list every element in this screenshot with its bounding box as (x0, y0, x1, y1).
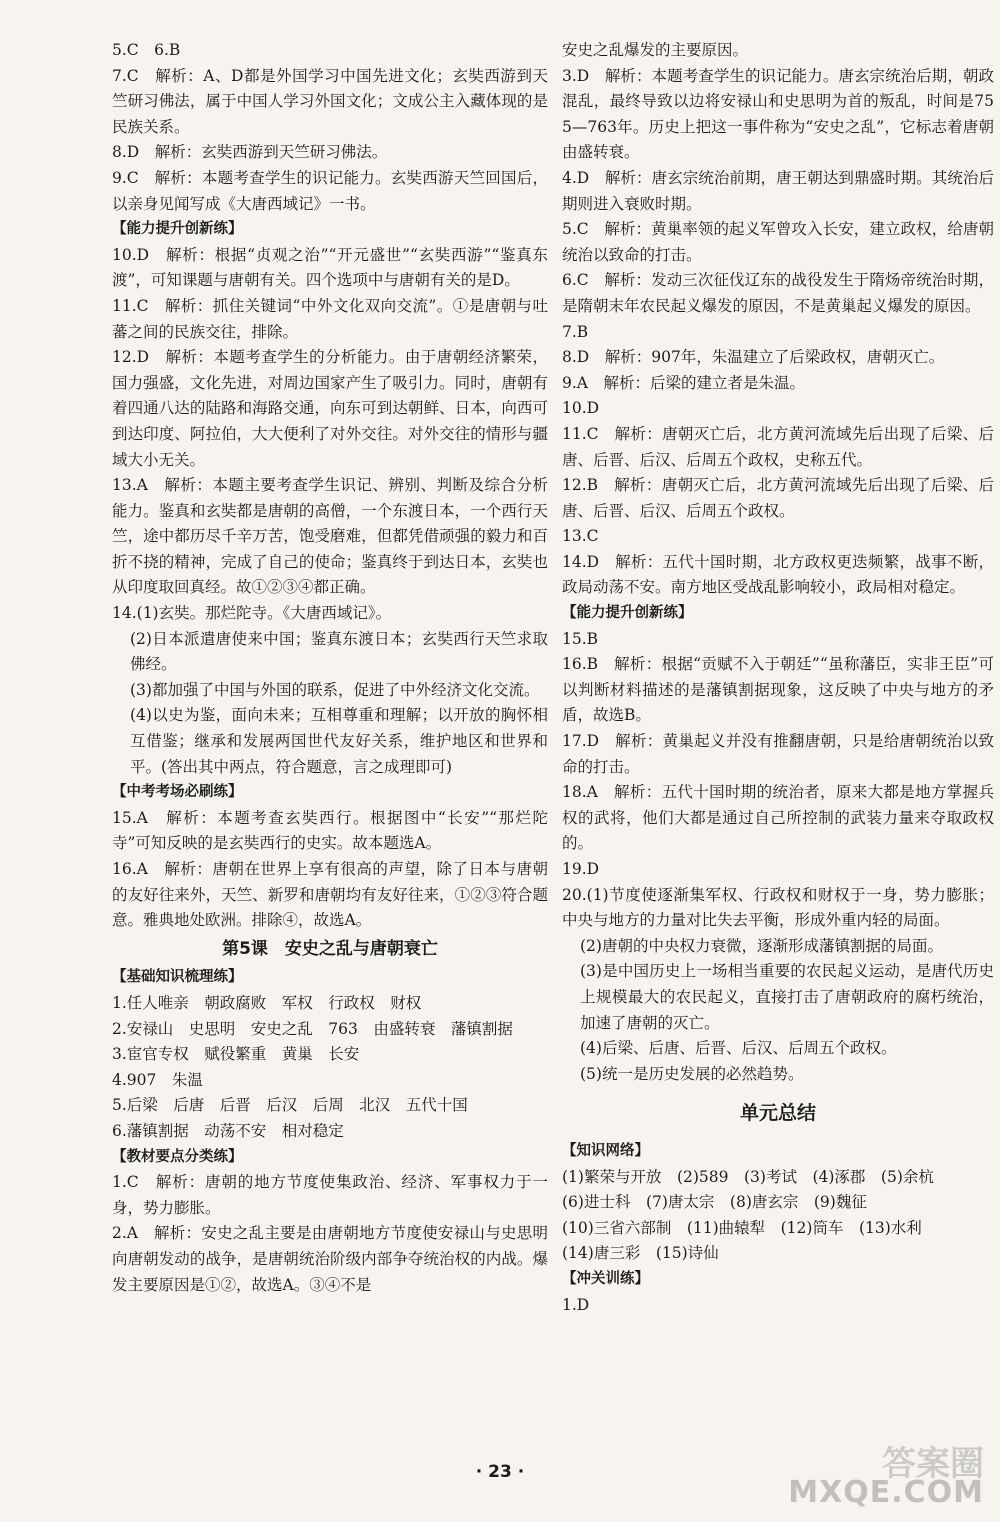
answer-subline: (2)唐朝的中央权力衰微，逐渐形成藩镇割据的局面。 (580, 936, 943, 955)
answer-line: (10)三省六部制 (11)曲辕犁 (12)筒车 (13)水利 (562, 1218, 922, 1237)
watermark (790, 1436, 990, 1514)
answer-line: 2.安禄山 史思明 安史之乱 763 由盛转衰 藩镇割据 (112, 1019, 513, 1038)
answer-line: (14)唐三彩 (15)诗仙 (562, 1244, 719, 1263)
answer-line: 1.C 解析：唐朝的地方节度使集政治、经济、军事权力于一身，势力膨胀。 (112, 1173, 548, 1217)
answer-line: 19.D (562, 860, 600, 878)
answer-line: 1.D (562, 1295, 590, 1314)
answer-line: 15.B (562, 629, 599, 648)
answer-line: 9.A 解析：后梁的建立者是朱温。 (562, 373, 805, 392)
answer-line: 12.D 解析：本题考查学生的分析能力。由于唐朝经济繁荣，国力强盛，文化先进，对周边国家产生了吸引力。同时，唐朝有着四通八达的陆路和海路交通，向东可到达朝鲜、日本，向西可到达印度、阿拉伯，大大便利了对外交往。对外交往的情形与疆域大小无关。 (112, 348, 548, 469)
answer-line: 10.D (562, 399, 600, 418)
answer-subline: (4)后梁、后唐、后晋、后汉、后周五个政权。 (580, 1039, 897, 1058)
answer-line: 5.后梁 后唐 后晋 后汉 后周 北汉 五代十国 (112, 1096, 468, 1115)
answer-line: 10.D 解析：根据“贞观之治”“开元盛世”“玄奘西游”“鉴真东渡”，可知课题与唐朝有关。四个选项中与唐朝有关的是D。 (112, 245, 548, 290)
watermark-text: MXQE.COM (788, 1475, 984, 1510)
answer-line: 7.B (562, 322, 589, 341)
answer-line: 3.宦官专权 赋役繁重 黄巢 长安 (112, 1045, 360, 1064)
page-number: · 23 · (475, 1462, 525, 1482)
answer-line: 11.C 解析：抓住关键词“中外文化双向交流”。①是唐朝与吐蕃之间的民族交往，排除。 (112, 296, 548, 341)
answer-line: 12.B 解析：唐朝灭亡后，北方黄河流域先后出现了后梁、后唐、后晋、后汉、后周五个政权。 (562, 476, 994, 520)
unit-title: 单元总结 (739, 1102, 816, 1125)
watermark-logo: 答案圈 (882, 1444, 984, 1484)
answer-line: 20.(1)节度使逐渐集军权、行政权和财权于一身，势力膨胀；中央与地方的力量对比失去平衡，形成外重内轻的局面。 (562, 885, 994, 930)
answer-line: 6.藩镇割据 动荡不安 相对稳定 (112, 1121, 344, 1140)
answer-line: (6)进士科 (7)唐太宗 (8)唐玄宗 (9)魏征 (562, 1193, 867, 1212)
answer-line: 1.任人唯亲 朝政腐败 军权 行政权 财权 (112, 993, 422, 1012)
section-header: 【能力提升创新练】 (112, 221, 243, 238)
answer-subline: (2)日本派遣唐使来中国；鉴真东渡日本；玄奘西行天竺求取佛经。 (130, 629, 548, 674)
answer-line: 8.D 解析：907年，朱温建立了后梁政权，唐朝灭亡。 (562, 348, 945, 367)
answer-line: 7.C 解析：A、D都是外国学习中国先进文化；玄奘西游到天竺研习佛法，属于中国人学习外国文化；文成公主入藏体现的是民族关系。 (112, 66, 548, 136)
left-column (112, 38, 548, 1298)
answer-line: 11.C 解析：唐朝灭亡后，北方黄河流域先后出现了后梁、后唐、后晋、后汉、后周五个政权，史称五代。 (562, 424, 994, 469)
answer-line: 5.C 6.B (112, 41, 181, 59)
answer-line: 安史之乱爆发的主要原因。 (562, 41, 749, 59)
answer-line: 17.D 解析：黄巢起义并没有推翻唐朝，只是给唐朝统治以致命的打击。 (562, 732, 994, 776)
answer-line: 4.907 朱温 (112, 1070, 203, 1089)
lesson-title: 第5课 安史之乱与唐朝衰亡 (222, 938, 438, 959)
answer-subline: (5)统一是历史发展的必然趋势。 (580, 1064, 804, 1083)
answer-line: 13.C (562, 527, 599, 546)
section-header: 【教材要点分类练】 (112, 1148, 243, 1165)
section-header: 【能力提升创新练】 (562, 605, 693, 622)
answer-subline: (4)以史为鉴，面向未来；互相尊重和理解；以开放的胸怀相互借鉴；继承和发展两国世代友好关系，维护地区和世界和平。(答出其中两点，符合题意，言之成理即可) (130, 706, 548, 776)
right-column (562, 38, 994, 1318)
answer-line: 14.(1)玄奘。那烂陀寺。《大唐西域记》。 (112, 604, 392, 623)
answer-subline: (3)是中国历史上一场相当重要的农民起义运动，是唐代历史上规模最大的农民起义，直接打击了唐朝政府的腐朽统治，加速了唐朝的灭亡。 (580, 962, 994, 1032)
answer-line: 8.D 解析：玄奘西游到天竺研习佛法。 (112, 143, 388, 162)
answer-line: 9.C 解析：本题考查学生的识记能力。玄奘西游天竺回国后，以亲身见闻写成《大唐西域记》一书。 (112, 168, 548, 213)
answer-line: 16.A 解析：唐朝在世界上享有很高的声望，除了日本与唐朝的友好往来外，天竺、新罗和唐朝均有友好往来，①②③符合题意。雅典地处欧洲。排除④，故选A。 (112, 860, 548, 930)
answer-line: 4.D 解析：唐玄宗统治前期，唐王朝达到鼎盛时期。其统治后期则进入衰败时期。 (562, 168, 994, 213)
answer-subline: (3)都加强了中国与外国的联系，促进了中外经济文化交流。 (130, 680, 540, 699)
section-header: 【冲关训练】 (562, 1270, 649, 1287)
answer-line: 13.A 解析：本题主要考查学生识记、辨别、判断及综合分析能力。鉴真和玄奘都是唐朝的高僧，一个东渡日本，一个西行天竺，途中都历尽千辛万苦，饱受磨难，但都凭借顽强的毅力和百折不挠的精神，完成了自己的使命；鉴真终于到达日本，玄奘也从印度取回真经。故①②③④都正确。 (112, 476, 548, 597)
section-header: 【知识网络】 (562, 1142, 649, 1159)
answer-line: 6.C 解析：发动三次征伐辽东的战役发生于隋炀帝统治时期，是隋朝末年农民起义爆发的原因，不是黄巢起义爆发的原因。 (562, 271, 994, 315)
answer-line: 2.A 解析：安史之乱主要是由唐朝地方节度使安禄山与史思明向唐朝发动的战争，是唐朝统治阶级内部争夺统治权的内战。爆发主要原因是①②，故选A。③④不是 (112, 1224, 548, 1294)
section-header: 【基础知识梳理练】 (112, 969, 243, 986)
answer-line: 3.D 解析：本题考查学生的识记能力。唐玄宗统治后期，朝政混乱，最终导致以边将安禄山和史思明为首的叛乱，时间是755—763年。历史上把这一事件称为“安史之乱”，它标志着唐朝由盛转衰。 (562, 66, 994, 162)
answer-line: 18.A 解析：五代十国时期的统治者，原来大都是地方掌握兵权的武将，他们大都是通过自己所控制的武装力量来夺取政权的。 (562, 783, 994, 853)
answer-line: 14.D 解析：五代十国时期，北方政权更迭频繁，战事不断，政局动荡不安。南方地区受战乱影响较小，政局相对稳定。 (562, 552, 994, 597)
answer-line: (1)繁荣与开放 (2)589 (3)考试 (4)涿郡 (5)余杭 (562, 1167, 934, 1186)
section-header: 【中考考场必刷练】 (112, 784, 243, 801)
answer-line: 16.B 解析：根据“贡赋不入于朝廷”“虽称藩臣，实非王臣”可以判断材料描述的是藩镇割据现象，这反映了中央与地方的矛盾，故选B。 (562, 655, 994, 725)
answer-line: 15.A 解析：本题考查玄奘西行。根据图中“长安”“那烂陀寺”可知反映的是玄奘西行的史实。故本题选A。 (112, 808, 548, 853)
answer-line: 5.C 解析：黄巢率领的起义军曾攻入长安，建立政权，给唐朝统治以致命的打击。 (562, 220, 994, 264)
